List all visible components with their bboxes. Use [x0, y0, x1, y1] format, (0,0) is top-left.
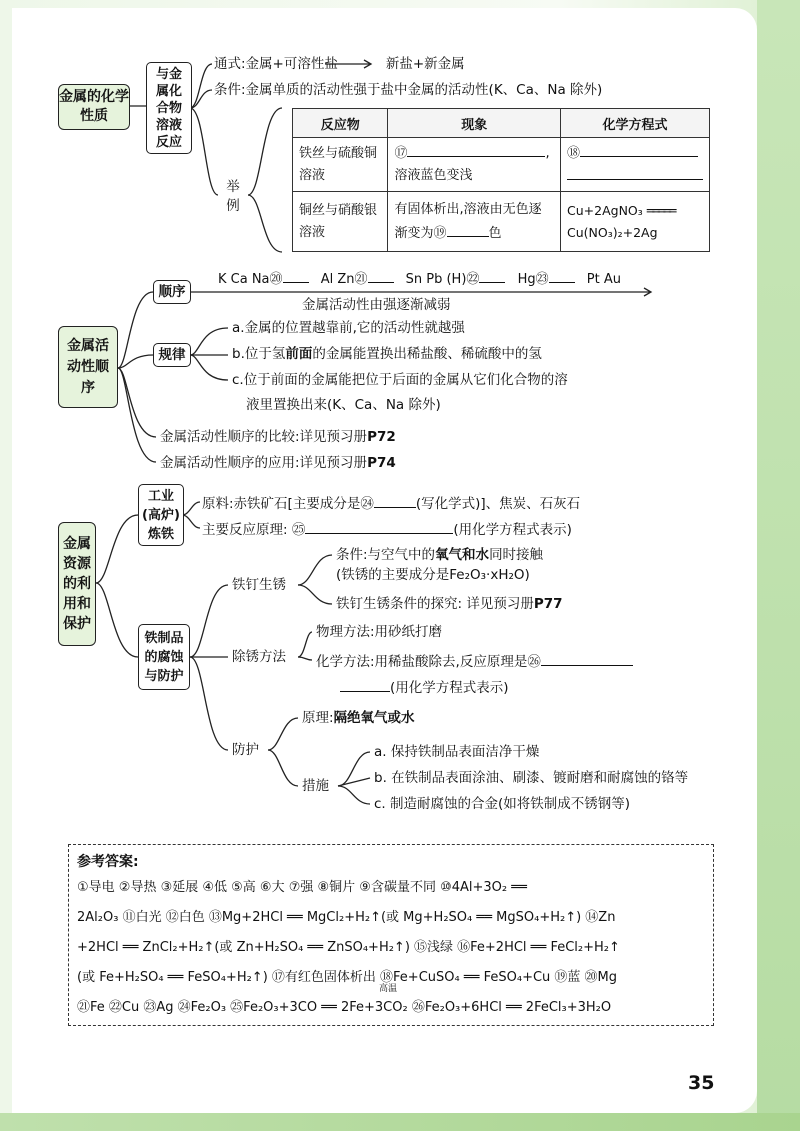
- equation-copper-right: Cu(NO₃)₂+2Ag: [567, 224, 658, 240]
- rust-condition-post: 同时接触: [489, 547, 544, 563]
- rust-composition: (铁锈的主要成分是Fe₂O₃·xH₂O): [336, 567, 530, 583]
- chemical-method: [316, 651, 633, 671]
- blank-17[interactable]: [407, 142, 545, 157]
- branch-law: 规律: [153, 343, 191, 367]
- reaction-table: [292, 108, 710, 252]
- activity-compare-page: P72: [367, 429, 396, 445]
- order-al-zn: Al Zn: [320, 272, 355, 287]
- law-a: a.金属的位置越靠前,它的活动性就越强: [232, 320, 465, 336]
- table-header-row: [293, 109, 710, 138]
- measure-a: a. 保持铁制品表面洁净干燥: [374, 744, 540, 760]
- answers-line: +2HCl ══ ZnCl₂+H₂↑(或 Zn+H₂SO₄ ══ ZnSO₄+H₂↑) ⑮浅绿 ⑯Fe+2HCl ══ FeCl₂+H₂↑: [77, 940, 620, 955]
- blank-25[interactable]: [305, 519, 453, 534]
- rule-condition: 条件:金属单质的活动性强于盐中金属的活动性(K、Ca、Na 除外): [214, 82, 603, 98]
- principle-post: (用化学方程式表示): [453, 522, 572, 538]
- blank-26-line2[interactable]: [340, 677, 390, 692]
- activity-compare-ref: [160, 428, 396, 446]
- cell-equation-copper: Cu+2AgNO₃ ═════ Cu(NO₃)₂+2Ag: [561, 192, 710, 252]
- branch-salt-solution-reaction: 与金属化合物溶液反应: [146, 62, 192, 154]
- law-c-line1: c.位于前面的金属能把位于后面的金属从它们化合物的溶: [232, 372, 568, 388]
- raw-materials-post: (写化学式)]、焦炭、石灰石: [415, 496, 581, 512]
- label-measures: 措施: [302, 778, 329, 794]
- rust-explore-text: 铁钉生锈条件的探究: 详见预习册: [336, 596, 534, 612]
- phenomenon-copper-line1: 有固体析出,溶液由无色逐: [394, 201, 542, 217]
- law-b-pre: b.位于氢: [232, 346, 286, 362]
- page-edge-strip: [757, 0, 800, 1131]
- label-rust-removal: 除锈方法: [232, 649, 286, 665]
- blank-25-num: ㉕: [291, 522, 306, 538]
- activity-application-ref: [160, 454, 396, 472]
- blank-17-num: ⑰: [394, 146, 408, 161]
- table-header-reactant: 反应物: [293, 109, 388, 138]
- blank-20[interactable]: [283, 268, 309, 283]
- phenomenon-copper-line2a: 渐变为: [394, 225, 434, 241]
- activity-order-row: [218, 268, 621, 289]
- chemical-method-pre: 化学方法:用稀盐酸除去,反应原理是: [316, 654, 528, 670]
- answers-line5-text: ㉑Fe ㉒Cu ㉓Ag ㉔Fe₂O₃ ㉕Fe₂O₃+3CO ══ 2Fe+3CO₂ ㉖Fe₂O₃+6HCl ══ 2FeCl₃+3H₂O: [77, 1000, 612, 1015]
- order-k-ca-na: K Ca Na: [218, 272, 270, 287]
- branch-order: 顺序: [153, 280, 191, 304]
- blank-22-num: ㉒: [466, 272, 480, 287]
- phenomenon-blue-fade: 溶液蓝色变浅: [394, 168, 473, 183]
- blank-19-num: ⑲: [433, 225, 447, 241]
- protection-principle-pre: 原理:: [302, 710, 334, 726]
- order-caption: 金属活动性由强逐渐减弱: [302, 297, 451, 313]
- protection-principle-bold: 隔绝氧气或水: [333, 710, 415, 726]
- measure-b: b. 在铁制品表面涂油、刷漆、镀耐磨和耐腐蚀的铬等: [374, 770, 689, 786]
- rust-condition: [336, 546, 543, 564]
- answers-line: (或 Fe+H₂SO₄ ══ FeSO₄+H₂↑) ⑰有红色固体析出 ⑱Fe+CuSO₄ ══ FeSO₄+Cu ⑲蓝 ⑳Mg: [77, 970, 618, 985]
- blank-22[interactable]: [479, 268, 505, 283]
- reference-answers-box: [68, 844, 714, 1026]
- rust-explore-ref: [336, 595, 563, 613]
- blank-18[interactable]: [580, 142, 698, 157]
- cell-reactant-copper: 铜丝与硝酸银溶液: [293, 192, 388, 252]
- page-bottom-strip: [0, 1113, 800, 1131]
- cell-reactant-iron: 铁丝与硫酸铜溶液: [293, 138, 388, 192]
- blank-21-num: ㉑: [354, 272, 368, 287]
- blank-26-num: ㉖: [527, 654, 541, 670]
- cell-phenomenon-iron: ⑰ , 溶液蓝色变浅: [388, 138, 561, 192]
- section-metal-chemical-properties: 金属的化学性质: [58, 84, 130, 130]
- chemical-method-line2: [340, 677, 509, 697]
- protection-principle: [302, 709, 415, 727]
- rule-general-formula: [214, 55, 465, 73]
- branch-corrosion-protection: 铁制品的腐蚀与防护: [138, 624, 190, 690]
- equation-copper-left: Cu+2AgNO₃: [567, 202, 643, 218]
- table-header-phenomenon: 现象: [388, 109, 561, 138]
- cell-equation-iron: [561, 138, 710, 192]
- blank-23-num: ㉓: [535, 272, 549, 287]
- physical-method: 物理方法:用砂纸打磨: [316, 624, 443, 640]
- high-temp-label: 高温: [379, 984, 398, 994]
- label-protection: 防护: [232, 742, 259, 758]
- blank-24-num: ㉔: [360, 496, 374, 512]
- rule-general-formula-right: 新盐+新金属: [385, 56, 465, 72]
- law-b-bold: 前面: [285, 346, 313, 362]
- blank-18-line2[interactable]: [567, 165, 703, 180]
- raw-materials-pre: 原料:赤铁矿石[主要成分是: [202, 496, 361, 512]
- answers-line: [77, 984, 705, 1023]
- principle-pre: 主要反应原理:: [202, 522, 288, 538]
- section-metal-resources: 金属资源的利用和保护: [58, 522, 96, 646]
- rust-condition-pre: 条件:与空气中的: [336, 547, 436, 563]
- blank-24[interactable]: [374, 493, 416, 508]
- activity-application-page: P74: [367, 455, 396, 471]
- blank-23[interactable]: [549, 268, 575, 283]
- cell-phenomenon-copper: [388, 192, 561, 252]
- activity-compare-text: 金属活动性顺序的比较:详见预习册: [160, 429, 368, 445]
- table-row: [293, 192, 710, 252]
- label-example: 举例: [226, 179, 240, 214]
- answers-line: 2Al₂O₃ ⑪白光 ⑫白色 ⑬Mg+2HCl ══ MgCl₂+H₂↑(或 Mg+H₂SO₄ ══ MgSO₄+H₂↑) ⑭Zn: [77, 910, 616, 925]
- law-b: [232, 345, 542, 363]
- blank-21[interactable]: [368, 268, 394, 283]
- answers-title: 参考答案:: [77, 854, 139, 870]
- order-sn-pb-h: Sn Pb (H): [405, 272, 467, 287]
- main-reaction-principle: [202, 519, 572, 539]
- order-hg: Hg: [517, 272, 536, 287]
- blank-20-num: ⑳: [269, 272, 283, 287]
- label-iron-rusting: 铁钉生锈: [232, 577, 286, 593]
- rule-general-formula-left: 通式:金属+可溶性盐: [214, 56, 338, 72]
- blank-26[interactable]: [541, 651, 633, 666]
- activity-application-text: 金属活动性顺序的应用:详见预习册: [160, 455, 368, 471]
- answers-line: ①导电 ②导热 ③延展 ④低 ⑤高 ⑥大 ⑦强 ⑧铜片 ⑨含碳量不同 ⑩4Al+3O₂ ══: [77, 880, 527, 895]
- branch-industrial-iron-making: 工业(高炉)炼铁: [138, 484, 184, 546]
- section-metal-activity-series: 金属活动性顺序: [58, 326, 118, 408]
- rust-condition-bold: 氧气和水: [435, 547, 490, 563]
- blank-18-num: ⑱: [567, 145, 581, 161]
- blank-19[interactable]: [447, 222, 489, 237]
- order-pt-au: Pt Au: [586, 272, 621, 287]
- phenomenon-copper-line2b: 色: [488, 225, 502, 241]
- law-c-line2: 液里置换出来(K、Ca、Na 除外): [246, 397, 441, 413]
- chemical-method-post: (用化学方程式表示): [390, 680, 509, 696]
- rust-explore-page: P77: [533, 596, 563, 612]
- law-b-post: 的金属能置换出稀盐酸、稀硫酸中的氢: [312, 346, 542, 362]
- table-header-equation: 化学方程式: [561, 109, 710, 138]
- page-number: 35: [688, 1072, 715, 1094]
- measure-c: c. 制造耐腐蚀的合金(如将铁制成不锈钢等): [374, 796, 631, 812]
- raw-materials: [202, 493, 580, 513]
- table-row: [293, 138, 710, 192]
